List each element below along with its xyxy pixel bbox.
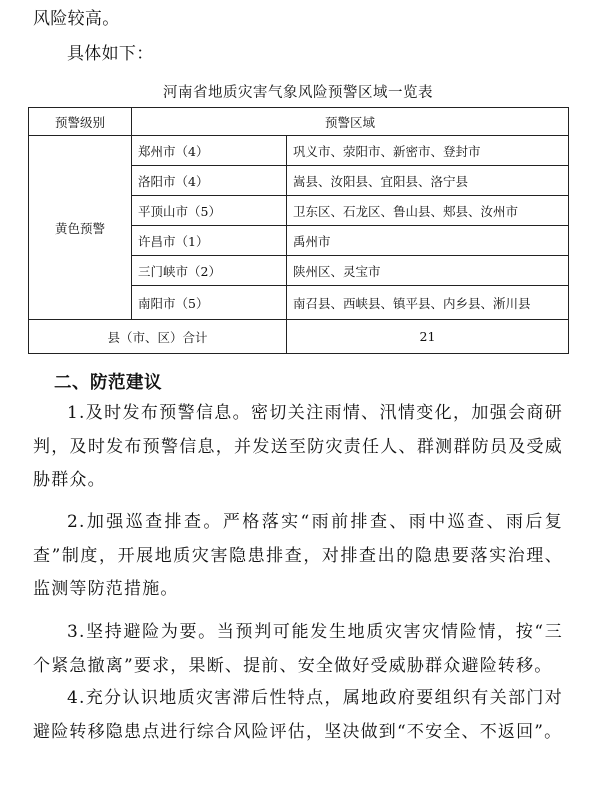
suggestion-paragraph: 1.及时发布预警信息。密切关注雨情、汛情变化，加强会商研判，及时发布预警信息，并发送至防灾责任人、群测群防员及受威胁群众。 [33, 403, 563, 490]
city-cell: 许昌市（1） [132, 226, 287, 256]
city-cell: 南阳市（5） [132, 286, 287, 320]
header-level: 预警级别 [29, 108, 132, 136]
counties-cell: 陕州区、灵宝市 [287, 256, 569, 286]
suggestion-paragraph: 3.坚持避险为要。当预判可能发生地质灾害灾情险情，按“三个紧急撤离”要求，果断、提前、安全做好受威胁群众避险转移。 [33, 622, 563, 676]
section-heading: 二、防范建议 [54, 373, 162, 393]
city-cell: 郑州市（4） [132, 136, 287, 166]
city-cell: 洛阳市（4） [132, 166, 287, 196]
total-label-cell: 县（市、区）合计 [29, 320, 287, 354]
intro-line: 风险较高。 [33, 9, 120, 29]
city-cell: 三门峡市（2） [132, 256, 287, 286]
counties-cell: 巩义市、荥阳市、新密市、登封市 [287, 136, 569, 166]
intro-detail-line: 具体如下： [67, 44, 154, 64]
suggestion-paragraph: 2.加强巡查排查。严格落实“雨前排查、雨中巡查、雨后复查”制度，开展地质灾害隐患排查，对排查出的隐患要落实治理、监测等防范措施。 [33, 512, 563, 599]
table-total-row [29, 320, 569, 354]
city-cell: 平顶山市（5） [132, 196, 287, 226]
table-row [29, 136, 569, 166]
header-region: 预警区域 [132, 108, 569, 136]
table-caption: 河南省地质灾害气象风险预警区域一览表 [163, 85, 433, 101]
warning-region-table [28, 107, 569, 354]
warning-level-cell: 黄色预警 [29, 136, 132, 320]
counties-cell: 禹州市 [287, 226, 569, 256]
total-value-cell: 21 [287, 320, 569, 354]
table-header-row [29, 108, 569, 136]
counties-cell: 嵩县、汝阳县、宜阳县、洛宁县 [287, 166, 569, 196]
suggestion-paragraph: 4.充分认识地质灾害滞后性特点，属地政府要组织有关部门对避险转移隐患点进行综合风险评估，坚决做到“不安全、不返回”。 [33, 688, 563, 742]
counties-cell: 卫东区、石龙区、鲁山县、郏县、汝州市 [287, 196, 569, 226]
counties-cell: 南召县、西峡县、镇平县、内乡县、淅川县 [287, 286, 569, 320]
